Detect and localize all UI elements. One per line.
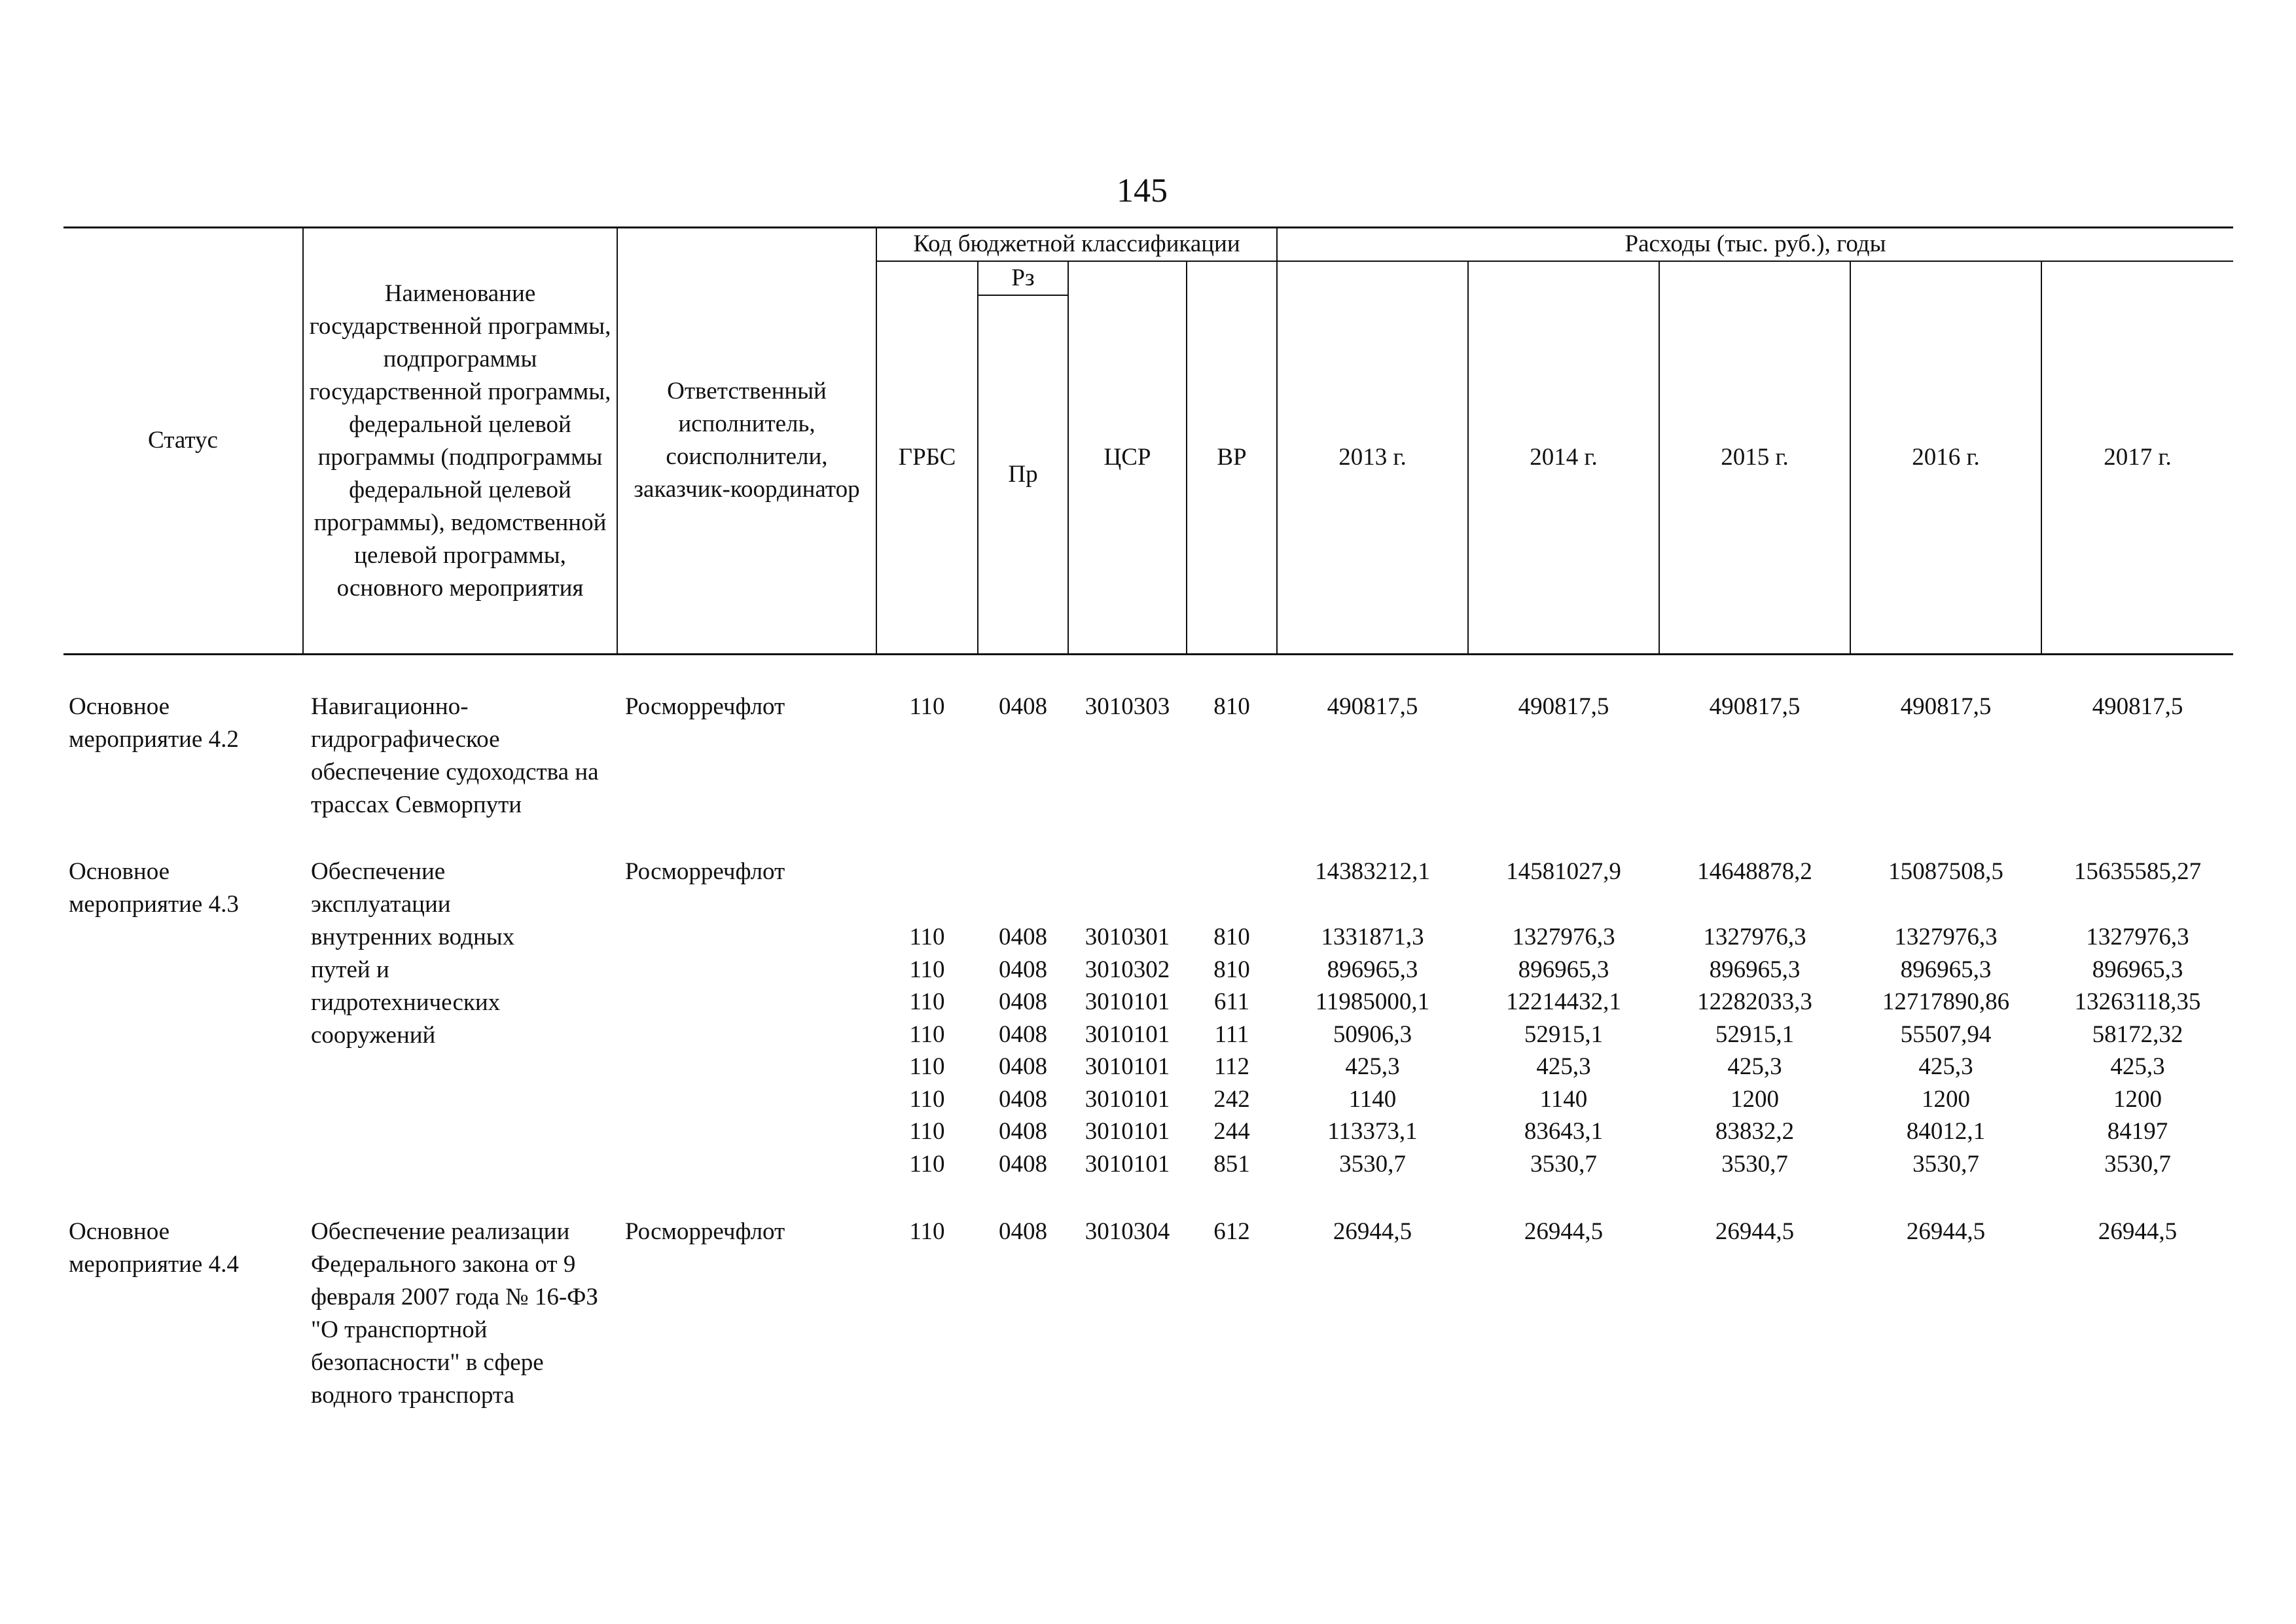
header-rz: Рз <box>1011 264 1035 291</box>
cell-2014: 12214432,1 <box>1506 988 1621 1015</box>
cell-2015: 425,3 <box>1727 1053 1782 1080</box>
cell-rzpr: 0408 <box>999 1218 1047 1245</box>
cell-2015: 12282033,3 <box>1697 988 1812 1015</box>
header-year-2014: 2014 г. <box>1530 444 1598 471</box>
row-status: Основное мероприятие 4.2 <box>69 693 239 753</box>
header-year-2013: 2013 г. <box>1338 444 1407 471</box>
header-csr: ЦСР <box>1103 444 1151 471</box>
cell-2013: 11985000,1 <box>1315 988 1430 1015</box>
cell-2017: 3530,7 <box>2104 1151 2171 1178</box>
header-expenses: Расходы (тыс. руб.), годы <box>1624 230 1886 257</box>
cell-total-2016: 15087508,5 <box>1888 858 2003 885</box>
cell-2015: 26944,5 <box>1715 1218 1795 1245</box>
cell-rzpr: 0408 <box>999 1021 1047 1048</box>
cell-2016: 1327976,3 <box>1894 924 1998 950</box>
cell-rzpr: 0408 <box>999 988 1047 1015</box>
cell-csr: 3010101 <box>1085 988 1170 1015</box>
cell-2017: 425,3 <box>2110 1053 2165 1080</box>
header-year-2016: 2016 г. <box>1912 444 1980 471</box>
cell-2017: 26944,5 <box>2098 1218 2178 1245</box>
cell-2013: 1140 <box>1348 1086 1397 1113</box>
cell-2015: 3530,7 <box>1721 1151 1788 1178</box>
cell-vr: 810 <box>1213 693 1250 720</box>
row-responsible: Росморречфлот <box>625 693 785 720</box>
cell-2013: 425,3 <box>1345 1053 1400 1080</box>
cell-2014: 490817,5 <box>1518 693 1609 720</box>
cell-grbs: 110 <box>909 1151 945 1178</box>
header-status: Статус <box>148 427 218 454</box>
cell-total-2017: 15635585,27 <box>2073 858 2202 885</box>
header-divider <box>302 226 304 655</box>
cell-csr: 3010304 <box>1085 1218 1170 1245</box>
cell-2014: 896965,3 <box>1518 956 1609 983</box>
header-vr: ВР <box>1217 444 1247 471</box>
header-divider <box>617 226 618 655</box>
row-status: Основное мероприятие 4.3 <box>69 858 239 918</box>
cell-2017: 1200 <box>2113 1086 2162 1113</box>
header-pr: Пр <box>1008 461 1038 488</box>
cell-2013: 1331871,3 <box>1321 924 1424 950</box>
header-year-2017: 2017 г. <box>2104 444 2172 471</box>
cell-2016: 26944,5 <box>1906 1218 1986 1245</box>
cell-csr: 3010101 <box>1085 1021 1170 1048</box>
cell-2016: 490817,5 <box>1900 693 1992 720</box>
cell-grbs: 110 <box>909 1053 945 1080</box>
cell-rzpr: 0408 <box>999 1086 1047 1113</box>
cell-vr: 242 <box>1213 1086 1250 1113</box>
header-responsible: Ответственный исполнитель, соисполнители, заказчик-координатор <box>634 378 860 503</box>
cell-rzpr: 0408 <box>999 956 1047 983</box>
cell-vr: 112 <box>1213 1053 1250 1080</box>
cell-total-2013: 14383212,1 <box>1315 858 1430 885</box>
cell-2013: 490817,5 <box>1327 693 1418 720</box>
header-year-2015: 2015 г. <box>1721 444 1789 471</box>
cell-rzpr: 0408 <box>999 1053 1047 1080</box>
cell-grbs: 110 <box>909 924 945 950</box>
cell-vr: 810 <box>1213 956 1250 983</box>
cell-2017: 13263118,35 <box>2074 988 2201 1015</box>
cell-2016: 84012,1 <box>1906 1118 1986 1145</box>
row-name: Обеспечение реализации Федерального закона от 9 февраля 2007 года № 16-ФЗ "О транспортной безопасности" в сфере водного транспорта <box>311 1218 598 1409</box>
cell-2014: 3530,7 <box>1530 1151 1597 1178</box>
cell-grbs: 110 <box>909 1021 945 1048</box>
cell-2014: 26944,5 <box>1524 1218 1604 1245</box>
cell-2014: 1327976,3 <box>1512 924 1615 950</box>
cell-rzpr: 0408 <box>999 1118 1047 1145</box>
cell-grbs: 110 <box>909 956 945 983</box>
cell-vr: 851 <box>1213 1151 1250 1178</box>
cell-vr: 810 <box>1213 924 1250 950</box>
cell-2015: 52915,1 <box>1715 1021 1795 1048</box>
cell-csr: 3010302 <box>1085 956 1170 983</box>
cell-2015: 490817,5 <box>1709 693 1801 720</box>
cell-grbs: 110 <box>909 1218 945 1245</box>
cell-2017: 1327976,3 <box>2086 924 2189 950</box>
cell-2017: 490817,5 <box>2092 693 2183 720</box>
cell-total-2015: 14648878,2 <box>1697 858 1812 885</box>
row-responsible: Росморречфлот <box>625 858 785 885</box>
cell-2013: 26944,5 <box>1333 1218 1412 1245</box>
row-responsible: Росморречфлот <box>625 1218 785 1245</box>
cell-2014: 52915,1 <box>1524 1021 1604 1048</box>
cell-2014: 1140 <box>1539 1086 1588 1113</box>
cell-grbs: 110 <box>909 693 945 720</box>
cell-2017: 896965,3 <box>2092 956 2183 983</box>
row-name: Обеспечение эксплуатации внутренних водных путей и гидротехнических сооружений <box>311 858 515 1049</box>
page-number: 145 <box>1117 172 1168 209</box>
cell-2017: 84197 <box>2107 1118 2168 1145</box>
cell-2017: 58172,32 <box>2092 1021 2183 1048</box>
header-name: Наименование государственной программы, подпрограммы государственной программы, федеральной целевой программы (подпрограммы федеральной целевой программы), ведомственной целевой программы, основного мероприятия <box>309 280 611 602</box>
cell-vr: 111 <box>1214 1021 1249 1048</box>
cell-csr: 3010301 <box>1085 924 1170 950</box>
cell-rzpr: 0408 <box>999 924 1047 950</box>
cell-vr: 611 <box>1213 988 1250 1015</box>
cell-total-2014: 14581027,9 <box>1506 858 1621 885</box>
row-status: Основное мероприятие 4.4 <box>69 1218 239 1278</box>
header-budget-code: Код бюджетной классификации <box>913 230 1240 257</box>
cell-rzpr: 0408 <box>999 1151 1047 1178</box>
cell-2015: 1200 <box>1731 1086 1779 1113</box>
cell-2015: 896965,3 <box>1709 956 1801 983</box>
cell-2016: 1200 <box>1922 1086 1970 1113</box>
cell-2016: 55507,94 <box>1900 1021 1992 1048</box>
cell-csr: 3010101 <box>1085 1053 1170 1080</box>
cell-2016: 425,3 <box>1918 1053 1973 1080</box>
cell-2013: 3530,7 <box>1339 1151 1406 1178</box>
cell-grbs: 110 <box>909 1086 945 1113</box>
cell-csr: 3010101 <box>1085 1086 1170 1113</box>
cell-csr: 3010303 <box>1085 693 1170 720</box>
cell-2016: 3530,7 <box>1912 1151 1979 1178</box>
cell-2016: 12717890,86 <box>1882 988 2010 1015</box>
cell-2014: 83643,1 <box>1524 1118 1604 1145</box>
header-bottom-rule <box>63 653 2233 655</box>
cell-grbs: 110 <box>909 988 945 1015</box>
row-name: Навигационно-гидрографическое обеспечение судоходства на трассах Севморпути <box>311 693 599 818</box>
cell-grbs: 110 <box>909 1118 945 1145</box>
cell-2015: 83832,2 <box>1715 1118 1795 1145</box>
cell-2015: 1327976,3 <box>1703 924 1806 950</box>
cell-2016: 896965,3 <box>1900 956 1992 983</box>
cell-2013: 113373,1 <box>1327 1118 1418 1145</box>
cell-2013: 50906,3 <box>1333 1021 1412 1048</box>
cell-vr: 612 <box>1213 1218 1250 1245</box>
cell-2013: 896965,3 <box>1327 956 1418 983</box>
cell-csr: 3010101 <box>1085 1118 1170 1145</box>
header-grbs: ГРБС <box>898 444 956 471</box>
cell-csr: 3010101 <box>1085 1151 1170 1178</box>
cell-2014: 425,3 <box>1536 1053 1591 1080</box>
cell-vr: 244 <box>1213 1118 1250 1145</box>
cell-rzpr: 0408 <box>999 693 1047 720</box>
